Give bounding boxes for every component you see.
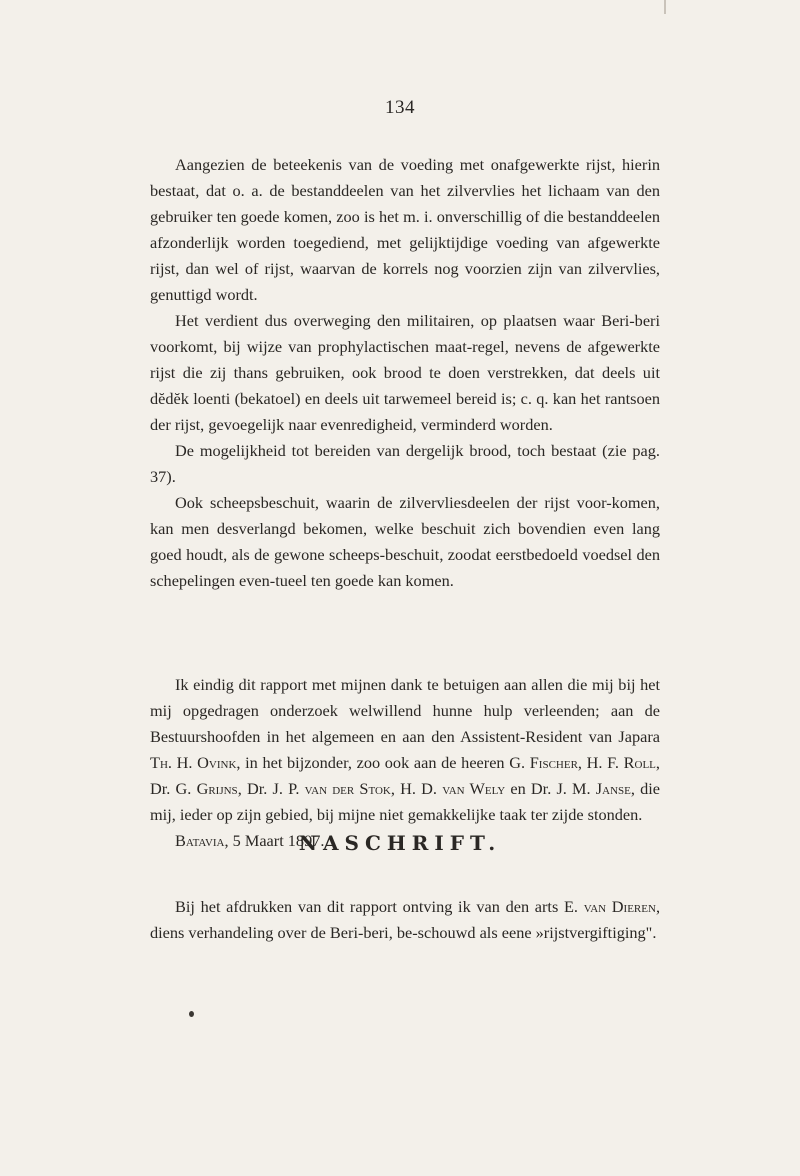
- naschrift-heading: NASCHRIFT.: [298, 831, 502, 855]
- name-van-der-stok: van der Stok: [304, 779, 391, 798]
- closing-text-3: , H. F.: [577, 753, 624, 772]
- naschrift-text-2: , diens verhandeling over de Beri-beri, be-schouwd als eene »rijstvergiftiging".: [150, 897, 661, 942]
- name-van-dieren: van Dieren: [583, 897, 656, 916]
- name-roll: Roll: [623, 753, 656, 772]
- paragraph-bij-het-afdrukken: [150, 894, 660, 946]
- page-number: 134: [385, 97, 415, 118]
- ink-speck: [189, 1011, 194, 1017]
- date-text: , 5 Maart 1897.: [224, 831, 325, 850]
- closing-text-6: , H. D.: [390, 779, 443, 798]
- paragraph-aangezien: Aangezien de beteekenis van de voeding met onafgewerkte rijst, hierin bestaat, dat o. a. de bestanddeelen van het zilvervlies het lichaam van den gebruiker ten goede komen, zoo is het m. i. onverschillig of die bestanddeelen afzonderlijk worden toegediend, met gelijktijdige voeding van afgewerkte rijst, dan wel of rijst, waarvan de korrels nog voorzien zijn van zilvervlies, genuttigd wordt.: [150, 155, 660, 304]
- body-text-closing: [150, 672, 660, 854]
- place-batavia: Batavia: [175, 831, 225, 850]
- paragraph-ik-eindig: [150, 672, 660, 828]
- name-fischer: Fischer: [529, 753, 578, 772]
- naschrift-text-1: Bij het afdrukken van dit rapport ontving ik van den arts E.: [175, 897, 584, 916]
- body-text-naschrift: [150, 894, 660, 946]
- body-text-top: [150, 152, 660, 594]
- closing-text-7: en Dr. J. M.: [505, 779, 596, 798]
- name-grijns: Grijns: [196, 779, 238, 798]
- closing-text-5: , Dr. J. P.: [237, 779, 305, 798]
- paragraph-de-mogelijkheid: De mogelijkheid tot bereiden van dergelijk brood, toch bestaat (zie pag. 37).: [150, 441, 660, 486]
- closing-text-4: , Dr. G.: [150, 753, 660, 798]
- closing-text-8: , die mij, ieder op zijn gebied, bij mijne niet gemakkelijke taak ter zijde stonden.: [150, 779, 661, 824]
- closing-text-1: Ik eindig dit rapport met mijnen dank te betuigen aan allen die mij bij het mij opgedragen onderzoek welwillend hunne hulp verleenden; aan de Bestuurshoofden in het algemeen en aan den Assistent-Resident van Japara: [150, 675, 660, 746]
- name-janse: Janse: [595, 779, 631, 798]
- paragraph-het-verdient: Het verdient dus overweging den militairen, op plaatsen waar Beri-beri voorkomt, bij wijze van prophylactischen maat-regel, nevens de afgewerkte rijst die zij thans gebruiken, ook brood te doen verstrekken, dat deels uit dĕdĕk loenti (bekatoel) en deels uit tarwemeel bereid is; c. q. kan het rantsoen der rijst, gevoegelijk naar evenredigheid, verminderd worden.: [150, 311, 660, 434]
- paper-stain: [664, 0, 666, 14]
- closing-text-2: , in het bijzonder, zoo ook aan de heeren G.: [236, 753, 530, 772]
- name-van-wely: van Wely: [442, 779, 506, 798]
- name-ovink: Th. H. Ovink: [150, 753, 237, 772]
- paragraph-ook-scheepsbeschuit: Ook scheepsbeschuit, waarin de zilvervliesdeelen der rijst voor-komen, kan men desverlangd bekomen, welke beschuit zich bovendien even lang goed houdt, als de gewone scheeps-beschuit, zoodat eerstbedoeld voedsel den schepelingen even-tueel ten goede kan komen.: [150, 493, 660, 590]
